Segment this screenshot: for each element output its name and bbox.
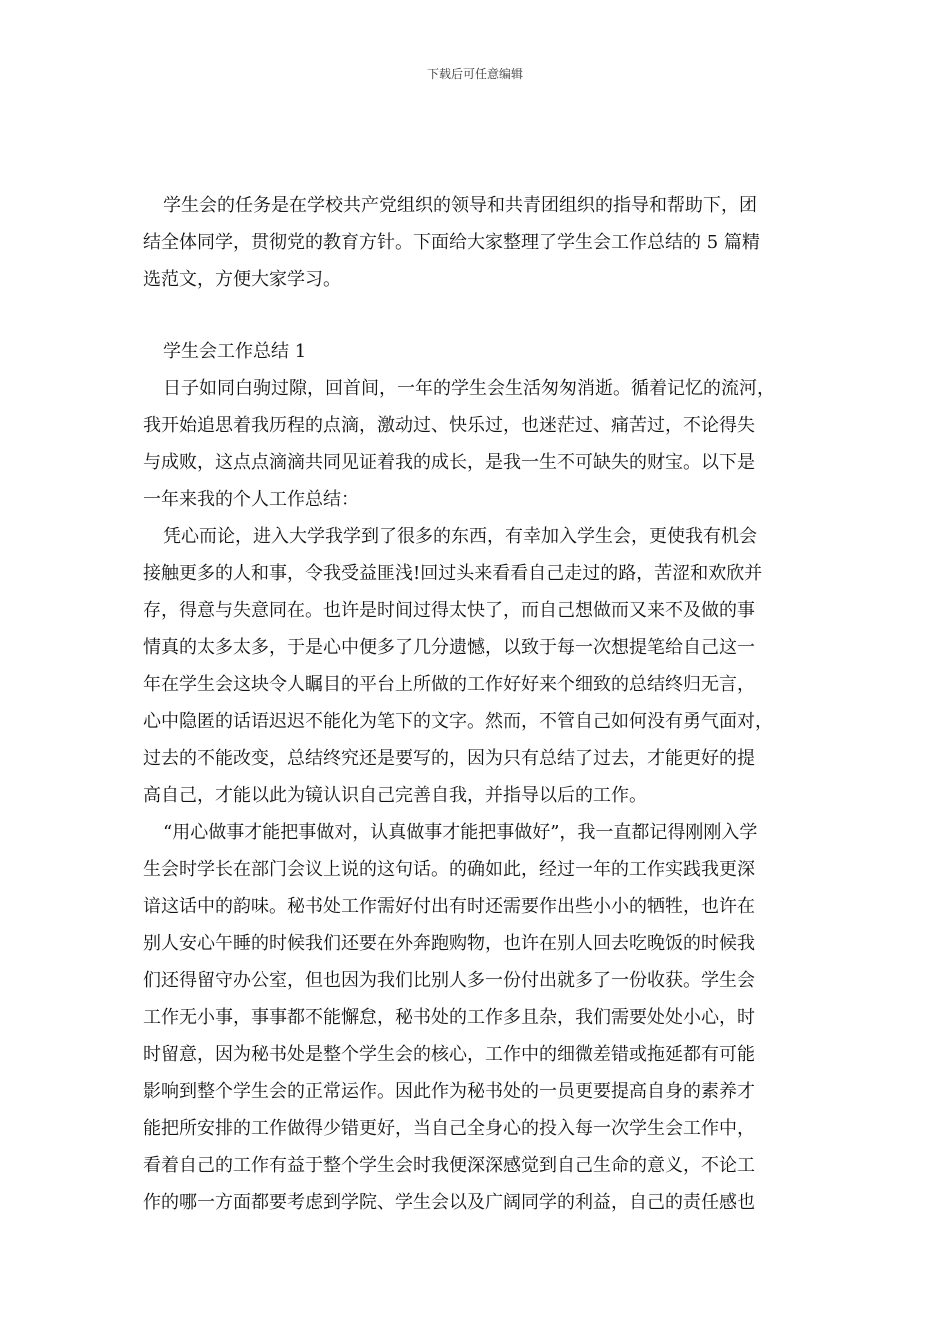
paragraph-3 — [143, 814, 809, 1221]
text-line: 存，得意与失意同在。也许是时间过得太快了，而自己想做而又来不及做的事 — [143, 600, 755, 621]
paragraph-1 — [143, 370, 809, 518]
text-line: 我开始追思着我历程的点滴，激动过、快乐过，也迷茫过、痛苦过，不论得失 — [143, 415, 755, 436]
section-title — [143, 333, 809, 370]
text-line: 选范文，方便大家学习。 — [143, 269, 341, 290]
text-line: 生会时学长在部门会议上说的这句话。的确如此，经过一年的工作实践我更深 — [143, 859, 755, 880]
text-line: “用心做事才能把事做对，认真做事才能把事做好”，我一直都记得刚刚入学 — [163, 822, 758, 843]
article-body — [143, 370, 809, 1221]
text-line: 影响到整个学生会的正常运作。因此作为秘书处的一员更要提高自身的素养才 — [143, 1081, 755, 1102]
text-line: 作的哪一方面都要考虑到学院、学生会以及广阔同学的利益，自己的责任感也 — [143, 1192, 755, 1213]
text-line: 心中隐匿的话语迟迟不能化为笔下的文字。然而，不管自己如何没有勇气面对， — [143, 711, 773, 732]
text-line: 接触更多的人和事，令我受益匪浅!回过头来看看自己走过的路，苦涩和欢欣并 — [143, 563, 763, 584]
text-line: 结全体同学，贯彻党的教育方针。下面给大家整理了学生会工作总结的 5 篇精 — [143, 232, 760, 253]
text-line: 时留意，因为秘书处是整个学生会的核心，工作中的细微差错或拖延都有可能 — [143, 1044, 755, 1065]
text-line: 别人安心午睡的时候我们还要在外奔跑购物，也许在别人回去吃晚饭的时候我 — [143, 933, 755, 954]
section-title-text: 学生会工作总结 1 — [163, 341, 307, 362]
text-line: 一年来我的个人工作总结： — [143, 489, 359, 510]
text-line: 凭心而论，进入大学我学到了很多的东西，有幸加入学生会，更使我有机会 — [163, 526, 757, 547]
text-line: 情真的太多太多，于是心中便多了几分遗憾，以致于每一次想提笔给自己这一 — [143, 637, 755, 658]
text-line: 学生会的任务是在学校共产党组织的领导和共青团组织的指导和帮助下，团 — [163, 195, 757, 216]
text-line: 年在学生会这块令人瞩目的平台上所做的工作好好来个细致的总结终归无言， — [143, 674, 755, 695]
text-line: 与成败，这点点滴滴共同见证着我的成长，是我一生不可缺失的财宝。以下是 — [143, 452, 755, 473]
text-line: 日子如同白驹过隙，回首间，一年的学生会生活匆匆消逝。循着记忆的流河， — [163, 378, 775, 399]
intro-paragraph — [143, 187, 809, 298]
text-line: 谙这话中的韵味。秘书处工作需好付出有时还需要作出些小小的牺牲，也许在 — [143, 896, 755, 917]
text-line: 们还得留守办公室，但也因为我们比别人多一份付出就多了一份收获。学生会 — [143, 970, 755, 991]
paragraph-2 — [143, 518, 809, 814]
page-header: 下载后可任意编辑 — [426, 67, 523, 81]
text-line: 工作无小事，事事都不能懈怠，秘书处的工作多且杂，我们需要处处小心，时 — [143, 1007, 755, 1028]
text-line: 能把所安排的工作做得少错更好，当自己全身心的投入每一次学生会工作中， — [143, 1118, 755, 1139]
text-line: 高自己，才能以此为镜认识自己完善自我，并指导以后的工作。 — [143, 785, 647, 806]
text-line: 看着自己的工作有益于整个学生会时我便深深感觉到自己生命的意义，不论工 — [143, 1155, 755, 1176]
text-line: 过去的不能改变，总结终究还是要写的，因为只有总结了过去，才能更好的提 — [143, 748, 755, 769]
